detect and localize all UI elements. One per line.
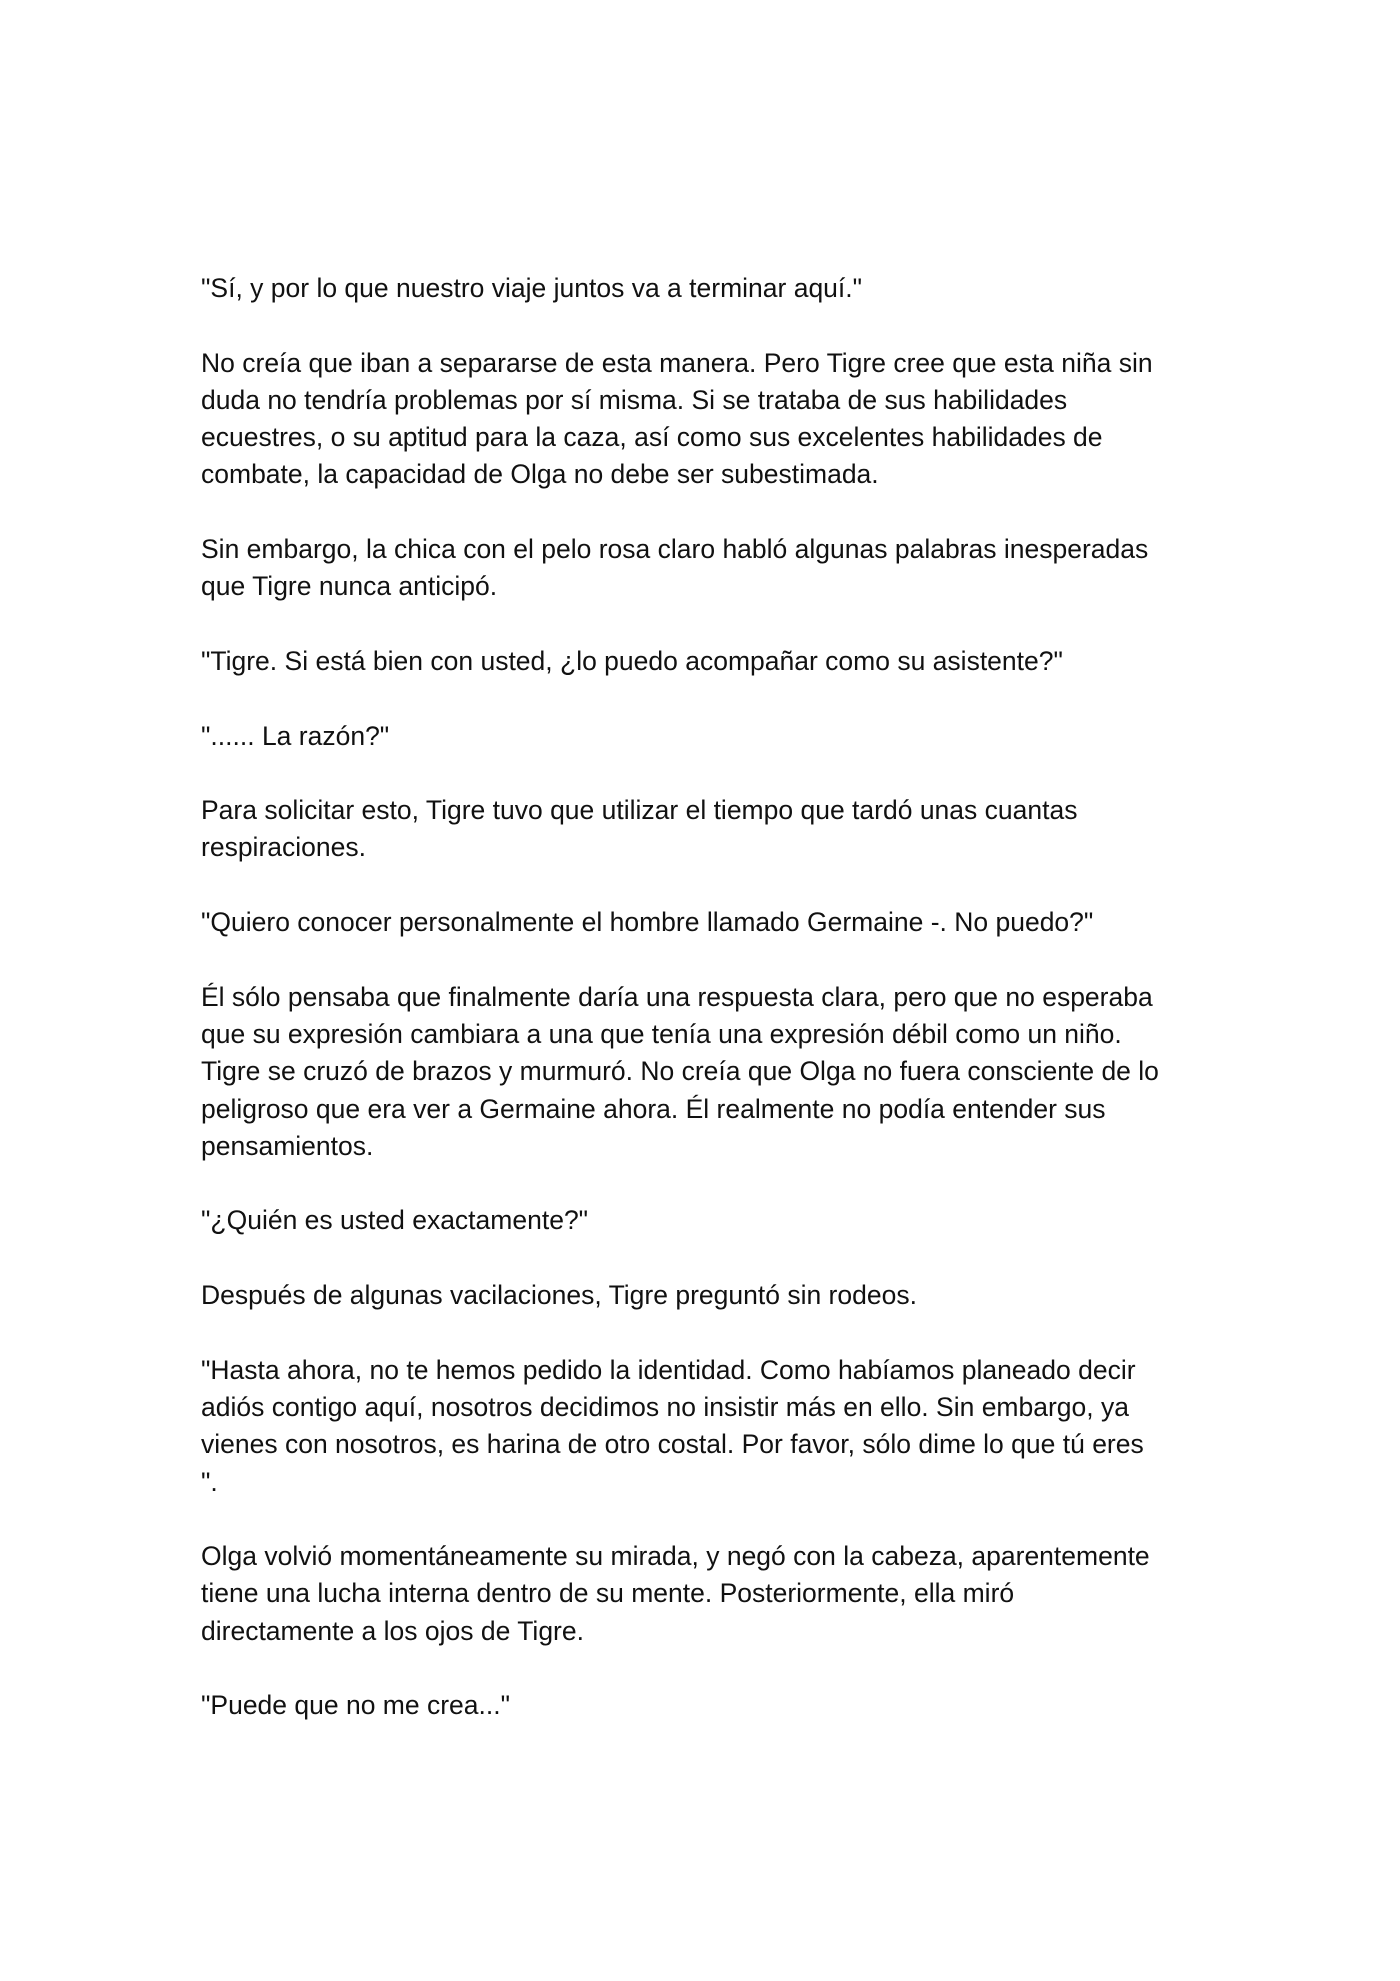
paragraph [201,345,1211,494]
paragraph [201,531,1211,606]
text-line: combate, la capacidad de Olga no debe ser subestimada. [201,459,879,490]
text-line: "¿Quién es usted exactamente?" [201,1205,589,1236]
text-line: Olga volvió momentáneamente su mirada, y negó con la cabeza, aparentemente [201,1541,1150,1572]
text-line: tiene una lucha interna dentro de su mente. Posteriormente, ella miró [201,1578,1015,1609]
text-line: Para solicitar esto, Tigre tuvo que utilizar el tiempo que tardó unas cuantas [201,795,1078,826]
text-line: "Hasta ahora, no te hemos pedido la identidad. Como habíamos planeado decir [201,1354,1136,1385]
paragraph [201,979,1211,1165]
text-line: "Tigre. Si está bien con usted, ¿lo puedo acompañar como su asistente?" [201,645,1063,676]
document-body [201,270,1211,1762]
text-line: adiós contigo aquí, nosotros decidimos no insistir más en ello. Sin embargo, ya [201,1391,1129,1422]
paragraph [201,1538,1211,1650]
paragraph [201,904,1211,941]
paragraph [201,1202,1211,1239]
text-line: pensamientos. [201,1130,374,1161]
paragraph [201,792,1211,867]
text-line: "Sí, y por lo que nuestro viaje juntos va a terminar aquí." [201,273,863,303]
paragraph [201,1687,1211,1724]
text-line: Después de algunas vacilaciones, Tigre preguntó sin rodeos. [201,1280,917,1311]
text-line: peligroso que era ver a Germaine ahora. Él realmente no podía entender sus [201,1093,1106,1124]
text-line: que Tigre nunca anticipó. [201,571,498,602]
text-line: que su expresión cambiara a una que tenía una expresión débil como un niño. [201,1018,1122,1049]
paragraph [201,718,1211,755]
paragraph [201,1277,1211,1314]
text-line: "Quiero conocer personalmente el hombre llamado Germaine -. No puedo?" [201,907,1094,938]
paragraph [201,1352,1211,1501]
text-line: ". [201,1466,218,1497]
text-line: directamente a los ojos de Tigre. [201,1615,584,1646]
text-line: duda no tendría problemas por sí misma. Si se trataba de sus habilidades [201,384,1068,415]
paragraph [201,643,1211,680]
text-line: Sin embargo, la chica con el pelo rosa claro habló algunas palabras inesperadas [201,534,1149,565]
text-line: No creía que iban a separarse de esta manera. Pero Tigre cree que esta niña sin [201,347,1153,378]
text-line: Él sólo pensaba que finalmente daría una respuesta clara, pero que no esperaba [201,981,1153,1012]
text-line: vienes con nosotros, es harina de otro costal. Por favor, sólo dime lo que tú eres [201,1429,1144,1460]
text-line: ecuestres, o su aptitud para la caza, así como sus excelentes habilidades de [201,422,1103,453]
text-line: respiraciones. [201,832,366,863]
text-line: Tigre se cruzó de brazos y murmuró. No creía que Olga no fuera consciente de lo [201,1056,1159,1087]
text-line: "...... La razón?" [201,720,390,751]
text-line: "Puede que no me crea..." [201,1690,511,1721]
paragraph [201,270,1211,307]
